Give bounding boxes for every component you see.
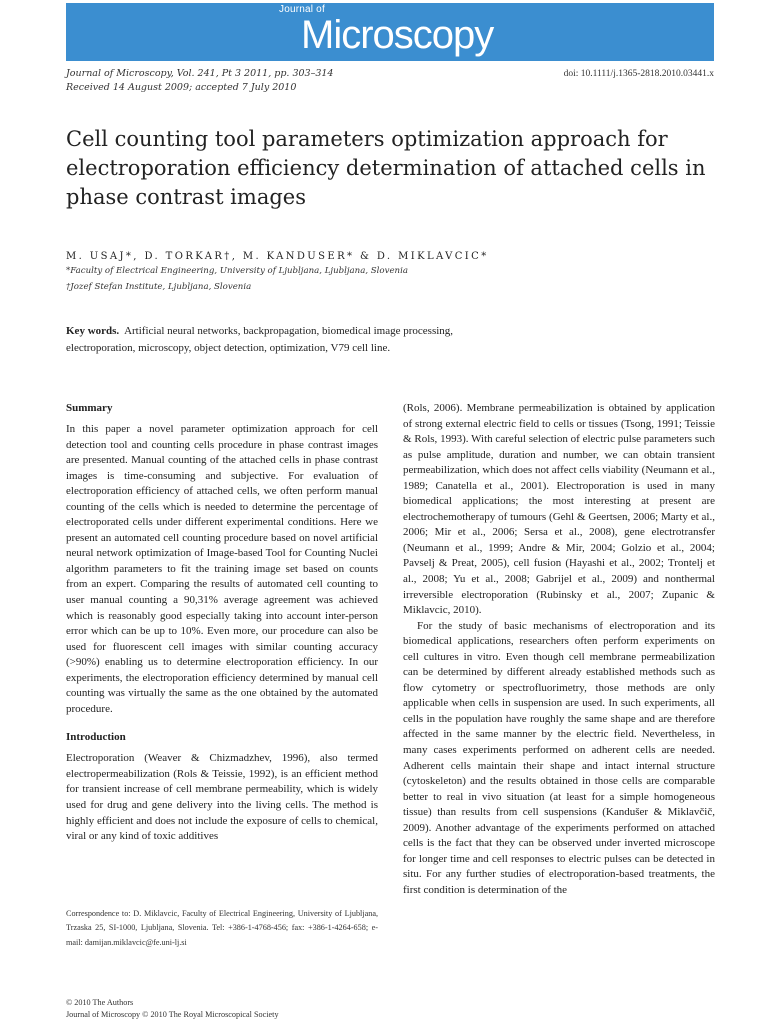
journal-of-label: Journal of: [279, 4, 325, 15]
introduction-heading: Introduction: [66, 731, 126, 744]
summary-heading: Summary: [66, 402, 113, 414]
right-column: [403, 401, 715, 899]
journal-name: Microscopy: [301, 13, 494, 57]
affiliation-2: †Jozef Stefan Institute, Ljubljana, Slovenia: [66, 282, 252, 292]
copyright-society: Journal of Microscopy © 2010 The Royal Microscopical Society: [66, 1010, 279, 1019]
received-line: Received 14 August 2009; accepted 7 July 2010: [66, 82, 297, 93]
affiliation-1: *Faculty of Electrical Engineering, University of Ljubljana, Ljubljana, Slovenia: [66, 266, 408, 276]
keywords-block: [66, 323, 456, 356]
copyright-block: [66, 997, 279, 1021]
journal-banner: [66, 3, 714, 61]
keywords-label: Key words.: [66, 325, 120, 337]
citation-line: Journal of Microscopy, Vol. 241, Pt 3 2011, pp. 303–314: [66, 68, 334, 79]
intro-paragraph-2: For the study of basic mechanisms of electroporation and its biomedical applications, researchers often perform experiments on cell cultures in vitro. Even though cell membrane permeabilization can be determined by different already established methods such as flow cytometry or spectrofluorimetry, those methods are only applicable when cells in suspension are used. In such experiments, all cells in the population have roughly the same shape and are therefore affected in the same manner by the electric field. Nevertheless, in many cases experiments performed on adherent cells are needed. Adherent cells maintain their shape and intact internal structure (cytoskeleton) and the results obtained in those cells are comparable better to real in vivo situation (at least for a simple homogeneous tissue) than results from cell suspensions (Kandušer & Miklavčič, 2009). Another advantage of the experiments performed on attached cells is the fact that they can be observed under inverted microscope for longer time and cell responses to electric pulses can be detected in situ. For any further studies of electroporation-based treatments, the first condition is determination of the: [403, 619, 715, 896]
doi-link[interactable]: doi: 10.1111/j.1365-2818.2010.03441.x: [563, 69, 714, 79]
copyright-authors: © 2010 The Authors: [66, 998, 134, 1007]
intro-paragraph-1: Electroporation (Weaver & Chizmadzhev, 1996), also termed electropermeabilization (Rols & Teissie, 1992), is an efficient method for transient increase of cell membrane permeability, which is widely used for drug and gene delivery into the living cells. The method is highly efficient and does not include the exposure of cells to chemical, viral or any kind of toxic additives: [66, 752, 378, 843]
left-column: [66, 401, 378, 845]
article-title: Cell counting tool parameters optimization approach for electroporation efficiency determination of attached cells in phase contrast images: [66, 127, 706, 209]
correspondence-note: Correspondence to: D. Miklavcic, Faculty of Electrical Engineering, University of Ljubljana, Trzaska 25, SI-1000, Ljubljana, Slovenia. Tel: +386-1-4768-456; fax: +386-1-4264-658; e-mail: damijan.miklavcic@fe.uni-lj.si: [66, 909, 378, 947]
keywords-text: Artificial neural networks, backpropagation, biomedical image processing, electroporation, microscopy, object detection, optimization, V79 cell line.: [66, 325, 454, 354]
author-list: M. USAJ*, D. TORKAR†, M. KANDUSER* & D. MIKLAVCIC*: [66, 251, 489, 262]
summary-text: In this paper a novel parameter optimization approach for cell detection tool and counting cells procedure in phase contrast images are presented. Manual counting of the attached cells in phase contrast images is time-consuming and subjective. For evaluation of electroporation efficiency of attached cells, we often perform manual counting of the cells which is needed to determine the percentage of electroporated cells under different experimental conditions. Here we present an automated cell counting procedure based on novel artificial neural network optimization of Image-based Tool for Counting Nuclei algorithm parameters to fit the training image set based on counts from an expert. Comparing the results of automated cell counting to user manual counting a 90,31% average agreement was achieved which is reasonably good especially taking into account inter-person error which can be up to 10%. Even more, our procedure can also be used for fluorescent cell images with similar counting accuracy (>90%) enabling us to determine electroporation efficiency. In our experiments, the electroporation efficiency determined by manual cell counting was virtually the same as the one obtained by the automated procedure.: [66, 423, 378, 715]
intro-paragraph-1-continued: (Rols, 2006). Membrane permeabilization is obtained by application of strong external electric field to cells or tissues (Tsong, 1991; Teissie & Rols, 1993). With careful selection of electric pulse parameters such as pulse amplitude, duration and number, we can obtain transient permeabilization, which does not affect cells viability (Neumann et al., 1989; Canatella et al., 2001). Electroporation is used in many biomedical applications; the most interesting at present are electrochemotherapy of tumours (Gehl & Geertsen, 2006; Marty et al., 2006; Mir et al., 2006; Sersa et al., 2008), gene electrotransfer (Neumann et al., 1999; Andre & Mir, 2004; Golzio et al., 2004; Pavselj & Preat, 2005), cell fusion (Hayashi et al., 2002; Trontelj et al., 2008; Yu et al., 2008; Gabrijel et al., 2009) and nonthermal irreversible electroporation (Rubinsky et al., 2007; Zupanic & Miklavcic, 2010).: [403, 402, 715, 617]
citation: [66, 67, 333, 95]
